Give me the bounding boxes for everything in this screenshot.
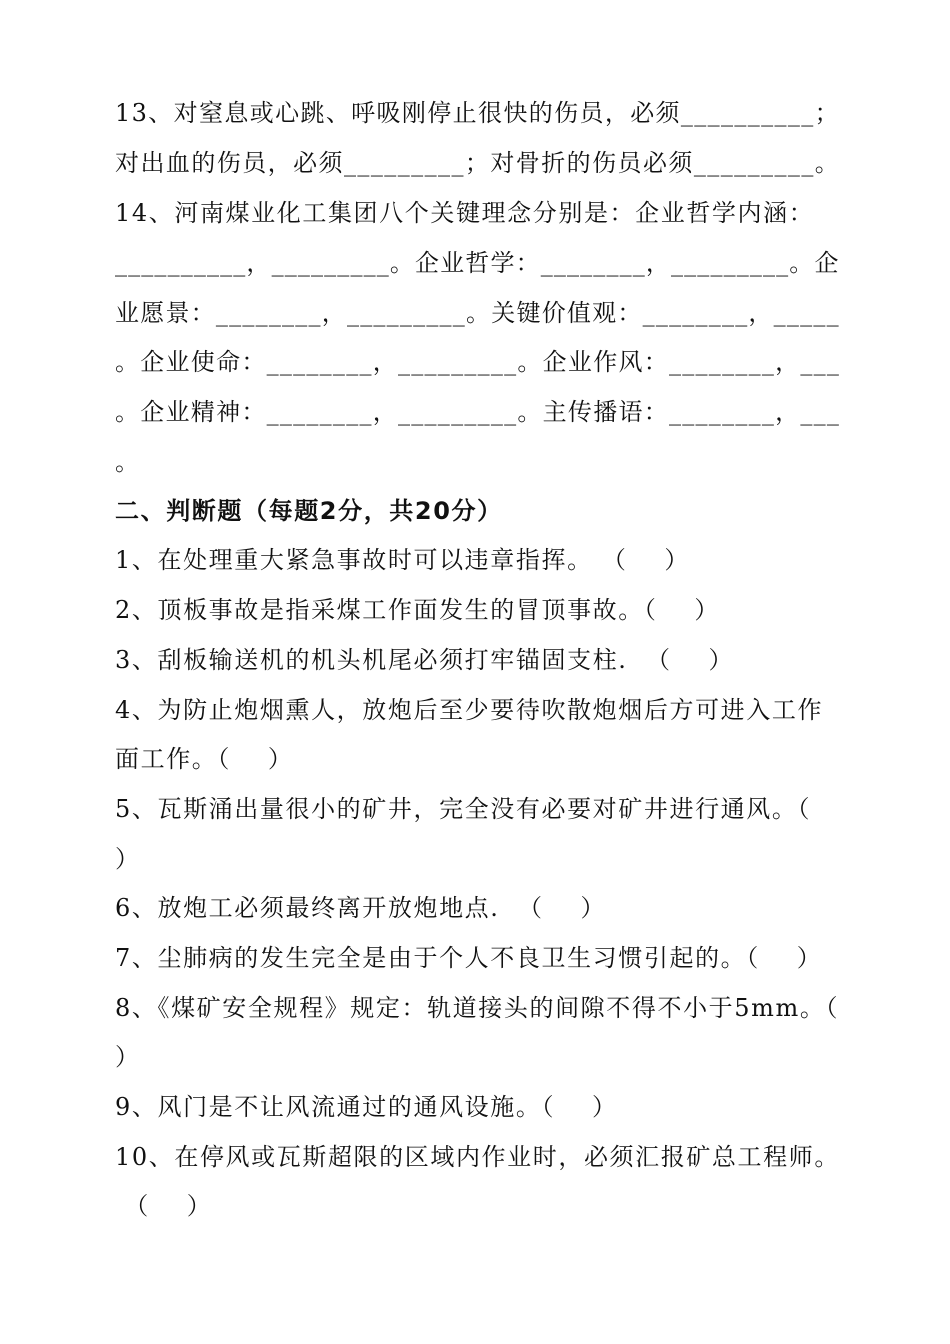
question-item: ） [115,1043,141,1071]
question-item: 3、刮板输送机的机头机尾必须打牢锚固支柱. （ ） [115,646,735,674]
question-item: 6、放炮工必须最终离开放炮地点. （ ） [115,894,607,922]
text-line: __________，_________。企业哲学：________，_________。企 [115,249,840,277]
question-item: 2、顶板事故是指采煤工作面发生的冒顶事故。（ ） [115,596,720,624]
question-item: 面工作。（ ） [115,745,294,773]
section-heading: 二、判断题（每题2分，共20分） [115,497,503,525]
question-item: 8、《煤矿安全规程》规定：轨道接头的间隙不得不小于5mm。（ [115,994,840,1022]
text-line: 。企业精神：________，_________。主传播语：________，___ [115,398,841,426]
question-item: 7、尘肺病的发生完全是由于个人不良卫生习惯引起的。（ ） [115,944,823,972]
text-line: 13、对窒息或心跳、呼吸刚停止很快的伤员，必须__________； [115,99,840,127]
text-line: 业愿景：________，_________。关键价值观：________，_____ [115,299,840,327]
text-line: 对出血的伤员，必须_________；对骨折的伤员必须_________。 [115,149,841,177]
question-item: 5、瓦斯涌出量很小的矿井，完全没有必要对矿井进行通风。（ [115,795,812,823]
question-item: 1、在处理重大紧急事故时可以违章指挥。 （ ） [115,546,691,574]
question-item: （ ） [115,1192,213,1220]
question-item: 9、风门是不让风流通过的通风设施。（ ） [115,1093,618,1121]
text-line: 。 [115,448,141,476]
question-item: 10、在停风或瓦斯超限的区域内作业时，必须汇报矿总工程师。 [115,1143,840,1171]
text-line: 。企业使命：________，_________。企业作风：________，___ [115,348,841,376]
text-line: 14、河南煤业化工集团八个关键理念分别是：企业哲学内涵： [115,199,815,227]
question-item: ） [115,845,141,873]
question-item: 4、为防止炮烟熏人，放炮后至少要待吹散炮烟后方可进入工作 [115,696,824,724]
